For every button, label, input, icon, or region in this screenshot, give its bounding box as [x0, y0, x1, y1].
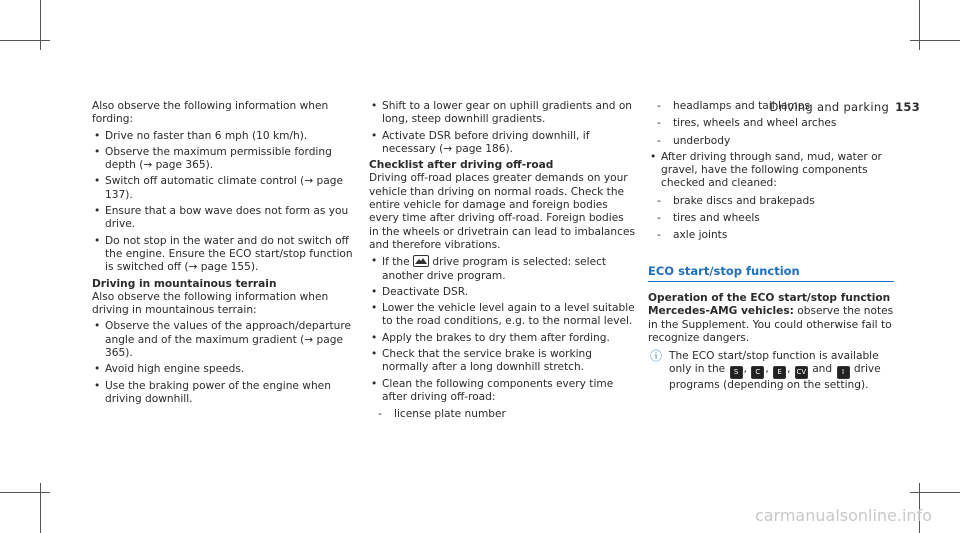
list-item: • Drive no faster than 6 mph (10 km/h). [92, 130, 360, 143]
list-item: - license plate number [369, 408, 635, 421]
list-item: - tires and wheels [648, 212, 894, 225]
info-icon: ⓘ [650, 349, 663, 364]
list-item: - axle joints [648, 229, 894, 242]
crop-mark [0, 492, 50, 493]
component-list-continued [648, 100, 894, 191]
note-text-pre: The ECO start/stop function is available only in the [669, 350, 879, 376]
sand-component-list [648, 195, 894, 243]
list-item: • After driving through sand, mud, water or gravel, have the following components checked and cleaned: [648, 151, 894, 191]
list-item: • Do not stop in the water and do not switch off the engine. Ensure the ECO start/stop function is switched off (→ page 155). [92, 235, 360, 275]
list-item: • Avoid high engine speeds. [92, 363, 360, 376]
crop-mark [40, 483, 41, 533]
curve-key-icon: CV [795, 366, 808, 379]
offroad-program-icon [413, 255, 429, 267]
crop-mark [910, 40, 960, 41]
crop-mark [40, 0, 41, 50]
individual-key-icon: I [837, 366, 850, 379]
list-item [369, 255, 635, 283]
amg-text: observe the notes in the Supplement. You could otherwise fail to recognize dangers. [648, 305, 894, 344]
mountain-intro: Also observe the following information when driving in mountainous terrain: [92, 290, 329, 317]
mountain-list [92, 320, 360, 406]
list-item: • Ensure that a bow wave does not form as you drive. [92, 205, 360, 232]
list-item: • Use the braking power of the engine when driving downhill. [92, 380, 360, 407]
info-note: ⓘ The ECO start/stop function is available only in the S , C , E , CV and I drive programs (depending on the setting). [650, 349, 881, 392]
and-word: and [812, 363, 833, 376]
list-item: • Clean the following components every time after driving off-road: [369, 378, 635, 405]
mountain-heading: Driving in mountainous terrain [92, 277, 277, 290]
component-list [369, 408, 635, 421]
list-item: • Activate DSR before driving downhill, if necessary (→ page 186). [369, 130, 635, 157]
list-item: • Apply the brakes to dry them after fording. [369, 332, 635, 345]
comfort-key-icon: C [751, 366, 764, 379]
mountain-list-continued [369, 100, 635, 156]
note-text-post: drive programs (depending on the setting). [669, 363, 881, 392]
list-item-text: If the [382, 256, 410, 269]
list-item: - underbody [648, 135, 894, 148]
checklist-list [369, 255, 635, 404]
eco-section-heading: ECO start/stop function [648, 265, 894, 282]
list-item: - brake discs and brakepads [648, 195, 894, 208]
fording-list [92, 130, 360, 275]
list-item: - headlamps and tail lamps [648, 100, 894, 113]
column-3 [648, 100, 894, 393]
crop-mark [919, 0, 920, 50]
column-2 [369, 100, 635, 422]
watermark: carmanualsonline.info [754, 506, 932, 525]
fording-intro: Also observe the following information when fording: [92, 100, 329, 126]
list-item-text: drive program is selected: select another drive program. [382, 256, 607, 282]
list-item: • Observe the maximum permissible fording depth (→ page 365). [92, 146, 360, 173]
amg-label: Mercedes-AMG vehicles: [648, 305, 794, 318]
crop-mark [910, 492, 960, 493]
amg-note [648, 305, 894, 345]
list-item: • Observe the values of the approach/departure angle and of the maximum gradient (→ page 365). [92, 320, 360, 360]
sport-key-icon: S [730, 366, 743, 379]
list-item: • Switch off automatic climate control (→ page 137). [92, 175, 360, 202]
checklist-heading: Checklist after driving off-road [369, 159, 554, 172]
crop-mark [0, 40, 50, 41]
list-item: • Deactivate DSR. [369, 286, 635, 299]
operation-heading: Operation of the ECO start/stop function [648, 291, 891, 304]
list-item: - tires, wheels and wheel arches [648, 117, 894, 130]
list-item: • Lower the vehicle level again to a level suitable to the road conditions, e.g. to the normal level. [369, 302, 635, 329]
page-number: 153 [895, 100, 920, 114]
section-title: Driving and parking [769, 100, 890, 114]
list-item: • Shift to a lower gear on uphill gradients and on long, steep downhill gradients. [369, 100, 635, 127]
list-item: • Check that the service brake is working normally after a long downhill stretch. [369, 348, 635, 375]
checklist-text: Driving off-road places greater demands on your vehicle than driving on normal roads. Check the entire vehicle for damage and foreign bodies every time after driving off-road. Foreign bodies in the wheels or drivetrain can lead to imbalances and therefore vibrations. [369, 172, 635, 251]
column-1 [92, 100, 360, 406]
eco-key-icon: E [773, 366, 786, 379]
